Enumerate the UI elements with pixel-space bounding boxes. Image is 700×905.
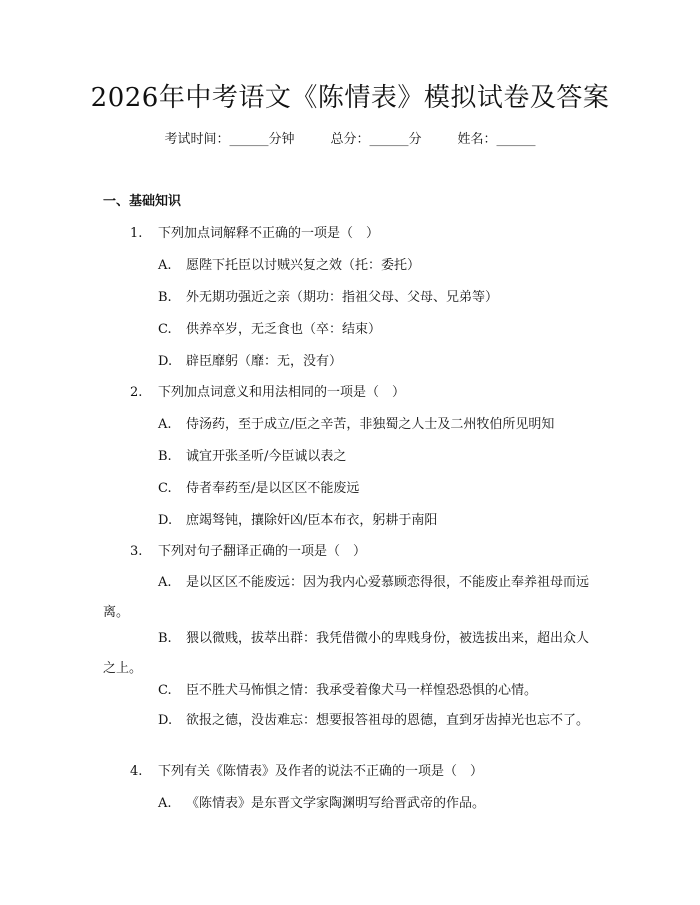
option-label: A. — [158, 417, 172, 432]
question-number: 1. — [130, 226, 143, 241]
question-number: 3. — [130, 544, 143, 559]
option-text: 侍者奉药至/是以区区不能废远 — [186, 481, 360, 496]
page-title: 2026年中考语文《陈情表》模拟试卷及答案 — [90, 83, 610, 113]
option-label: A. — [158, 796, 172, 811]
question-3 — [130, 540, 366, 564]
question-2 — [130, 381, 405, 405]
question-number: 4. — [130, 764, 143, 779]
option-text: 是以区区不能废远：因为我内心爱慕顾恋得很，不能废止奉养祖母而远离。 — [103, 575, 590, 620]
option-label: B. — [158, 631, 172, 646]
option-label: D. — [158, 354, 173, 369]
option-label: B. — [158, 449, 172, 464]
q3-option-a — [103, 568, 593, 628]
option-text: 供养卒岁，无乏食也（卒：结束） — [186, 322, 382, 337]
option-text: 侍汤药，至于成立/臣之辛苦，非独蜀之人士及二州牧伯所见明知 — [186, 417, 555, 432]
q1-option-c — [158, 318, 381, 342]
question-1 — [130, 222, 379, 246]
exam-time: 考试时间：______分钟 — [164, 132, 295, 147]
q1-option-d — [158, 350, 342, 374]
option-label: A. — [158, 575, 172, 590]
q2-option-a — [158, 413, 554, 437]
section-heading: 一、基础知识 — [103, 194, 182, 209]
student-name: 姓名：______ — [457, 132, 536, 147]
option-label: D. — [158, 513, 173, 528]
question-number: 2. — [130, 385, 143, 400]
q1-option-b — [158, 286, 498, 310]
q2-option-c — [158, 477, 359, 501]
q3-option-b — [103, 624, 593, 684]
q2-option-d — [158, 509, 437, 533]
option-label: B. — [158, 290, 172, 305]
q1-option-a — [158, 254, 420, 278]
exam-score: 总分：______分 — [330, 132, 422, 147]
q4-option-a — [158, 792, 485, 816]
option-label: A. — [158, 258, 172, 273]
question-text: 下列对句子翻译正确的一项是（ ） — [158, 544, 367, 559]
exam-meta — [0, 128, 700, 152]
option-text: 《陈情表》是东晋文学家陶渊明写给晋武帝的作品。 — [186, 796, 486, 811]
question-text: 下列加点词意义和用法相同的一项是（ ） — [158, 385, 406, 400]
question-4 — [130, 760, 483, 784]
option-text: 庶竭驽钝，攘除奸凶/臣本布衣，躬耕于南阳 — [186, 513, 438, 528]
option-label: C. — [158, 683, 172, 698]
q3-option-d — [103, 706, 593, 736]
option-label: C. — [158, 481, 172, 496]
option-text: 愿陛下托臣以讨贼兴复之效（托：委托） — [186, 258, 421, 273]
option-text: 外无期功强近之亲（期功：指祖父母、父母、兄弟等） — [186, 290, 499, 305]
option-text: 欲报之德，没齿难忘：想要报答祖母的恩德，直到牙齿掉光也忘不了。 — [186, 713, 590, 728]
option-label: D. — [158, 713, 173, 728]
question-text: 下列加点词解释不正确的一项是（ ） — [158, 226, 380, 241]
option-text: 臣不胜犬马怖惧之情：我承受着像犬马一样惶恐恐惧的心情。 — [186, 683, 538, 698]
option-label: C. — [158, 322, 172, 337]
q3-option-c — [103, 676, 593, 706]
question-text: 下列有关《陈情表》及作者的说法不正确的一项是（ ） — [158, 764, 484, 779]
option-text: 猥以微贱，拔萃出群：我凭借微小的卑贱身份，被选拔出来，超出众人之上。 — [103, 631, 590, 676]
option-text: 辟臣靡躬（靡：无，没有） — [186, 354, 343, 369]
option-text: 诚宜开张圣听/今臣诚以表之 — [186, 449, 347, 464]
q2-option-b — [158, 445, 346, 469]
